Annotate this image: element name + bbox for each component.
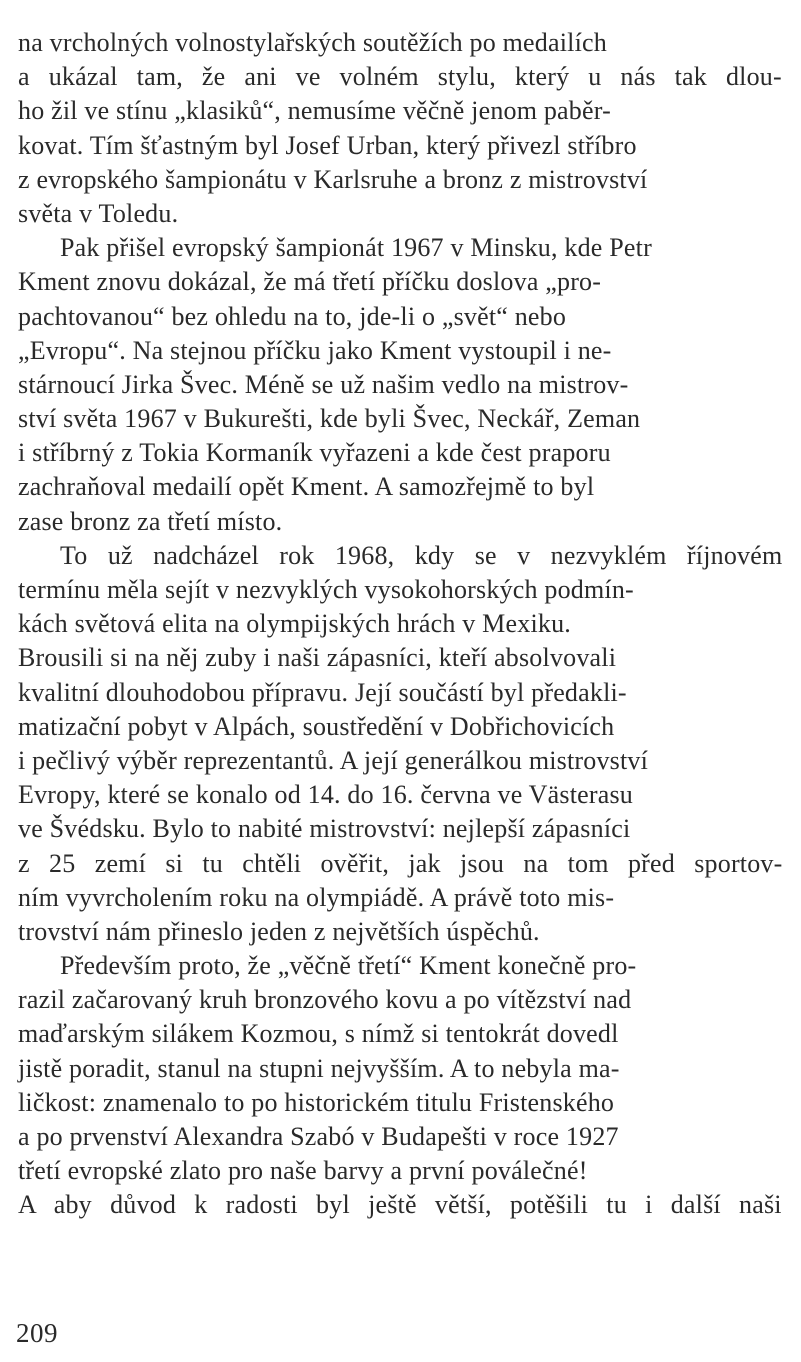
text-line: Pak přišel evropský šampionát 1967 v Minsku, kde Petr	[60, 233, 652, 263]
text-line: jistě poradit, stanul na stupni nejvyšším. A to nebyla ma-	[18, 1053, 620, 1083]
text-line: ve Švédsku. Bylo to nabité mistrovství: nejlepší zápasníci	[18, 814, 631, 844]
text-line: Brousili si na něj zuby i naši zápasníci, kteří absolvovali	[18, 643, 617, 673]
text-line: zase bronz za třetí místo.	[18, 506, 283, 536]
text-line: z 25 zemí si tu chtěli ověřit, jak jsou na tom před sportov-	[18, 848, 783, 878]
body-text	[18, 26, 782, 1223]
text-line: ho žil ve stínu „klasiků“, nemusíme věčně jenom paběr-	[18, 96, 611, 126]
text-line: světa v Toledu.	[18, 198, 179, 228]
text-line: Kment znovu dokázal, že má třetí příčku doslova „pro-	[18, 267, 602, 297]
text-line: matizační pobyt v Alpách, soustředění v Dobřichovicích	[18, 711, 615, 741]
text-line: kovat. Tím šťastným byl Josef Urban, který přivezl stříbro	[18, 130, 637, 160]
page-number: 209	[16, 1318, 58, 1348]
text-line: maďarským silákem Kozmou, s nímž si tentokrát dovedl	[18, 1019, 619, 1049]
text-line: a po prvenství Alexandra Szabó v Budapešti v roce 1927	[18, 1122, 619, 1151]
text-line: ličkost: znamenalo to po historickém titulu Fristenského	[18, 1087, 615, 1117]
text-line: Především proto, že „věčně třetí“ Kment konečně pro-	[60, 951, 637, 981]
text-line: na vrcholných volnostylařských soutěžích po medailích	[18, 28, 607, 57]
text-line: i pečlivý výběr reprezentantů. A její generálkou mistrovství	[18, 745, 649, 775]
text-line: z evropského šampionátu v Karlsruhe a bronz z mistrovství	[18, 164, 648, 194]
text-line: stárnoucí Jirka Švec. Méně se už našim vedlo na mistrov-	[18, 369, 629, 399]
text-line: trovství nám přineslo jeden z největších úspěchů.	[18, 916, 540, 946]
text-line: ním vyvrcholením roku na olympiádě. A právě toto mis-	[18, 882, 615, 912]
text-line: i stříbrný z Tokia Kormaník vyřazeni a kde čest praporu	[18, 438, 611, 468]
text-line: pachtovanou“ bez ohledu na to, jde-li o „svět“ nebo	[18, 301, 567, 331]
text-line: To už nadcházel rok 1968, kdy se v nezvyklém říjnovém	[60, 540, 783, 570]
text-line: kách světová elita na olympijských hrách v Mexiku.	[18, 609, 571, 639]
text-line: a ukázal tam, že ani ve volném stylu, který u nás tak dlou-	[18, 62, 782, 92]
text-line: třetí evropské zlato pro naše barvy a první poválečné!	[18, 1156, 588, 1186]
text-line: zachraňoval medailí opět Kment. A samozřejmě to byl	[18, 472, 595, 502]
text-line: A aby důvod k radosti byl ještě větší, potěšili tu i další naši	[18, 1190, 782, 1220]
text-line: „Evropu“. Na stejnou příčku jako Kment vystoupil i ne-	[18, 335, 612, 365]
text-line: razil začarovaný kruh bronzového kovu a po vítězství nad	[18, 985, 632, 1015]
text-line: ství světa 1967 v Bukurešti, kde byli Švec, Neckář, Zeman	[18, 404, 641, 434]
text-line: termínu měla sejít v nezvyklých vysokohorských podmín-	[18, 575, 634, 604]
text-line: Evropy, které se konalo od 14. do 16. června ve Västerasu	[18, 780, 633, 810]
text-line: kvalitní dlouhodobou přípravu. Její součástí byl předakli-	[18, 677, 627, 707]
